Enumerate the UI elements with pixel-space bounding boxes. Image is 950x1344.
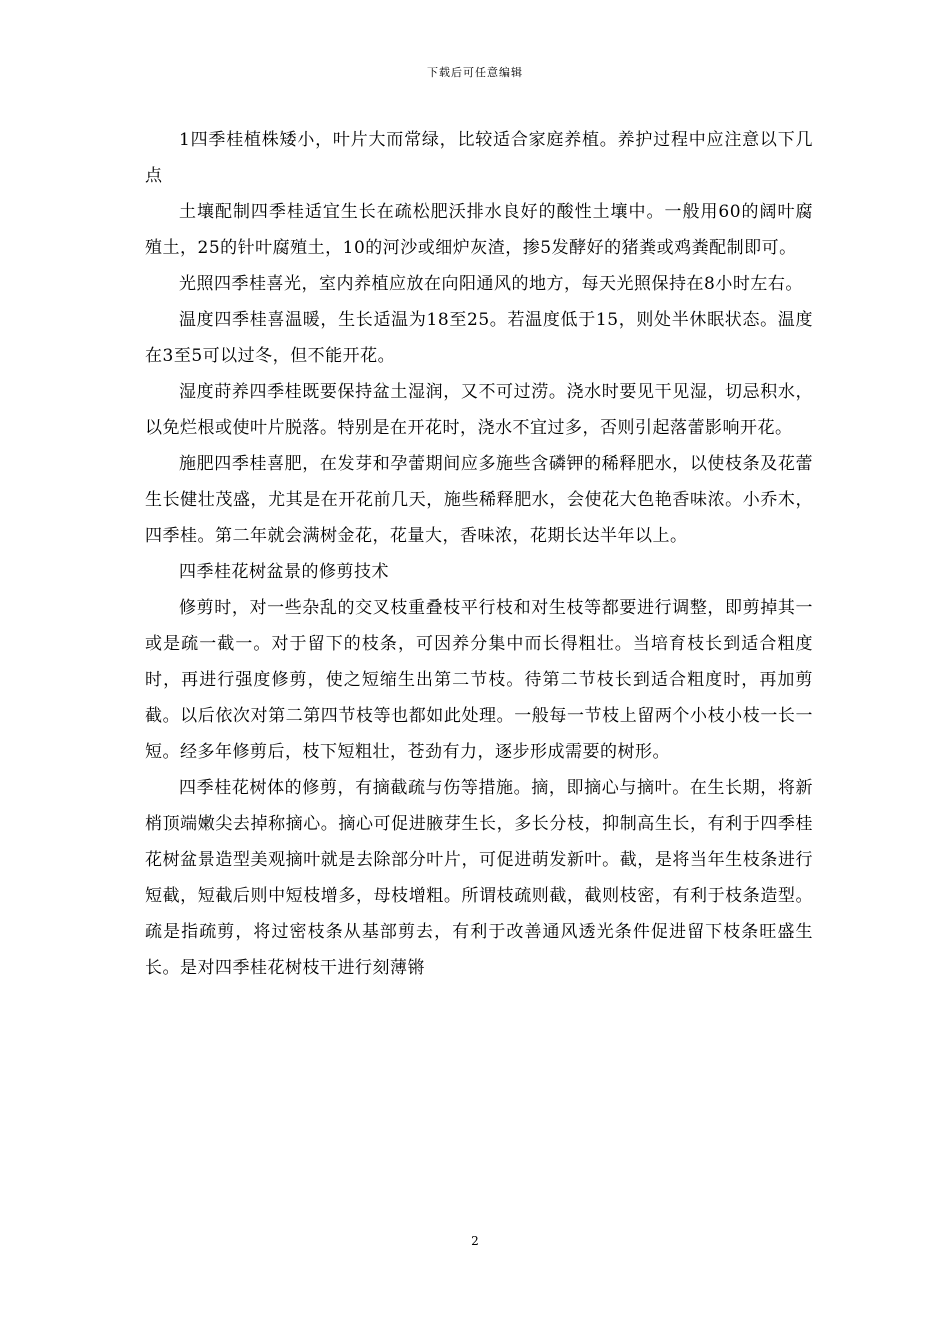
paragraph-intro: 1四季桂植株矮小，叶片大而常绿，比较适合家庭养植。养护过程中应注意以下几点 — [145, 130, 813, 186]
paragraph-pruning: 修剪时，对一些杂乱的交叉枝重叠枝平行枝和对生枝等都要进行调整，即剪掉其一或是疏一截一。对于留下的枝条，可因养分集中而长得粗壮。当培育枝长到适合粗度时，再进行强度修剪，使之短缩生出第二节枝。待第二节枝长到适合粗度时，再加剪截。以后依次对第二第四节枝等也都如此处理。一般每一节枝上留两个小枝小枝一长一短。经多年修剪后，枝下短粗壮，苍劲有力，逐步形成需要的树形。 — [145, 598, 813, 762]
paragraph-fertilizer: 施肥四季桂喜肥，在发芽和孕蕾期间应多施些含磷钾的稀释肥水，以使枝条及花蕾生长健壮茂盛，尤其是在开花前几天，施些稀释肥水，会使花大色艳香味浓。小乔木，四季桂。第二年就会满树金花，花量大，香味浓，花期长达半年以上。 — [145, 454, 813, 546]
paragraph-soil: 土壤配制四季桂适宜生长在疏松肥沃排水良好的酸性土壤中。一般用60的阔叶腐殖土，25的针叶腐殖土，10的河沙或细炉灰渣，掺5发酵好的猪粪或鸡粪配制即可。 — [145, 202, 813, 258]
document-body — [145, 122, 813, 986]
paragraph-temperature: 温度四季桂喜温暖，生长适温为18至25。若温度低于15，则处半休眠状态。温度在3至5可以过冬，但不能开花。 — [145, 310, 813, 366]
page-number: 2 — [471, 1234, 479, 1248]
section-heading-pruning: 四季桂花树盆景的修剪技术 — [179, 562, 389, 582]
paragraph-light: 光照四季桂喜光，室内养植应放在向阳通风的地方，每天光照保持在8小时左右。 — [179, 274, 803, 294]
page-header: 下载后可任意编辑 — [427, 66, 523, 79]
paragraph-pruning-methods: 四季桂花树体的修剪，有摘截疏与伤等措施。摘，即摘心与摘叶。在生长期，将新梢顶端嫩尖去掉称摘心。摘心可促进腋芽生长，多长分枝，抑制高生长，有利于四季桂花树盆景造型美观摘叶就是去除部分叶片，可促进萌发新叶。截，是将当年生枝条进行短截，短截后则中短枝增多，母枝增粗。所谓枝疏则截，截则枝密，有利于枝条造型。疏是指疏剪，将过密枝条从基部剪去，有利于改善通风透光条件促进留下枝条旺盛生长。是对四季桂花树枝干进行刻薄锵 — [145, 778, 813, 978]
paragraph-humidity: 湿度莳养四季桂既要保持盆土湿润，又不可过涝。浇水时要见干见湿，切忌积水，以免烂根或使叶片脱落。特别是在开花时，浇水不宜过多，否则引起落蕾影响开花。 — [145, 382, 813, 438]
